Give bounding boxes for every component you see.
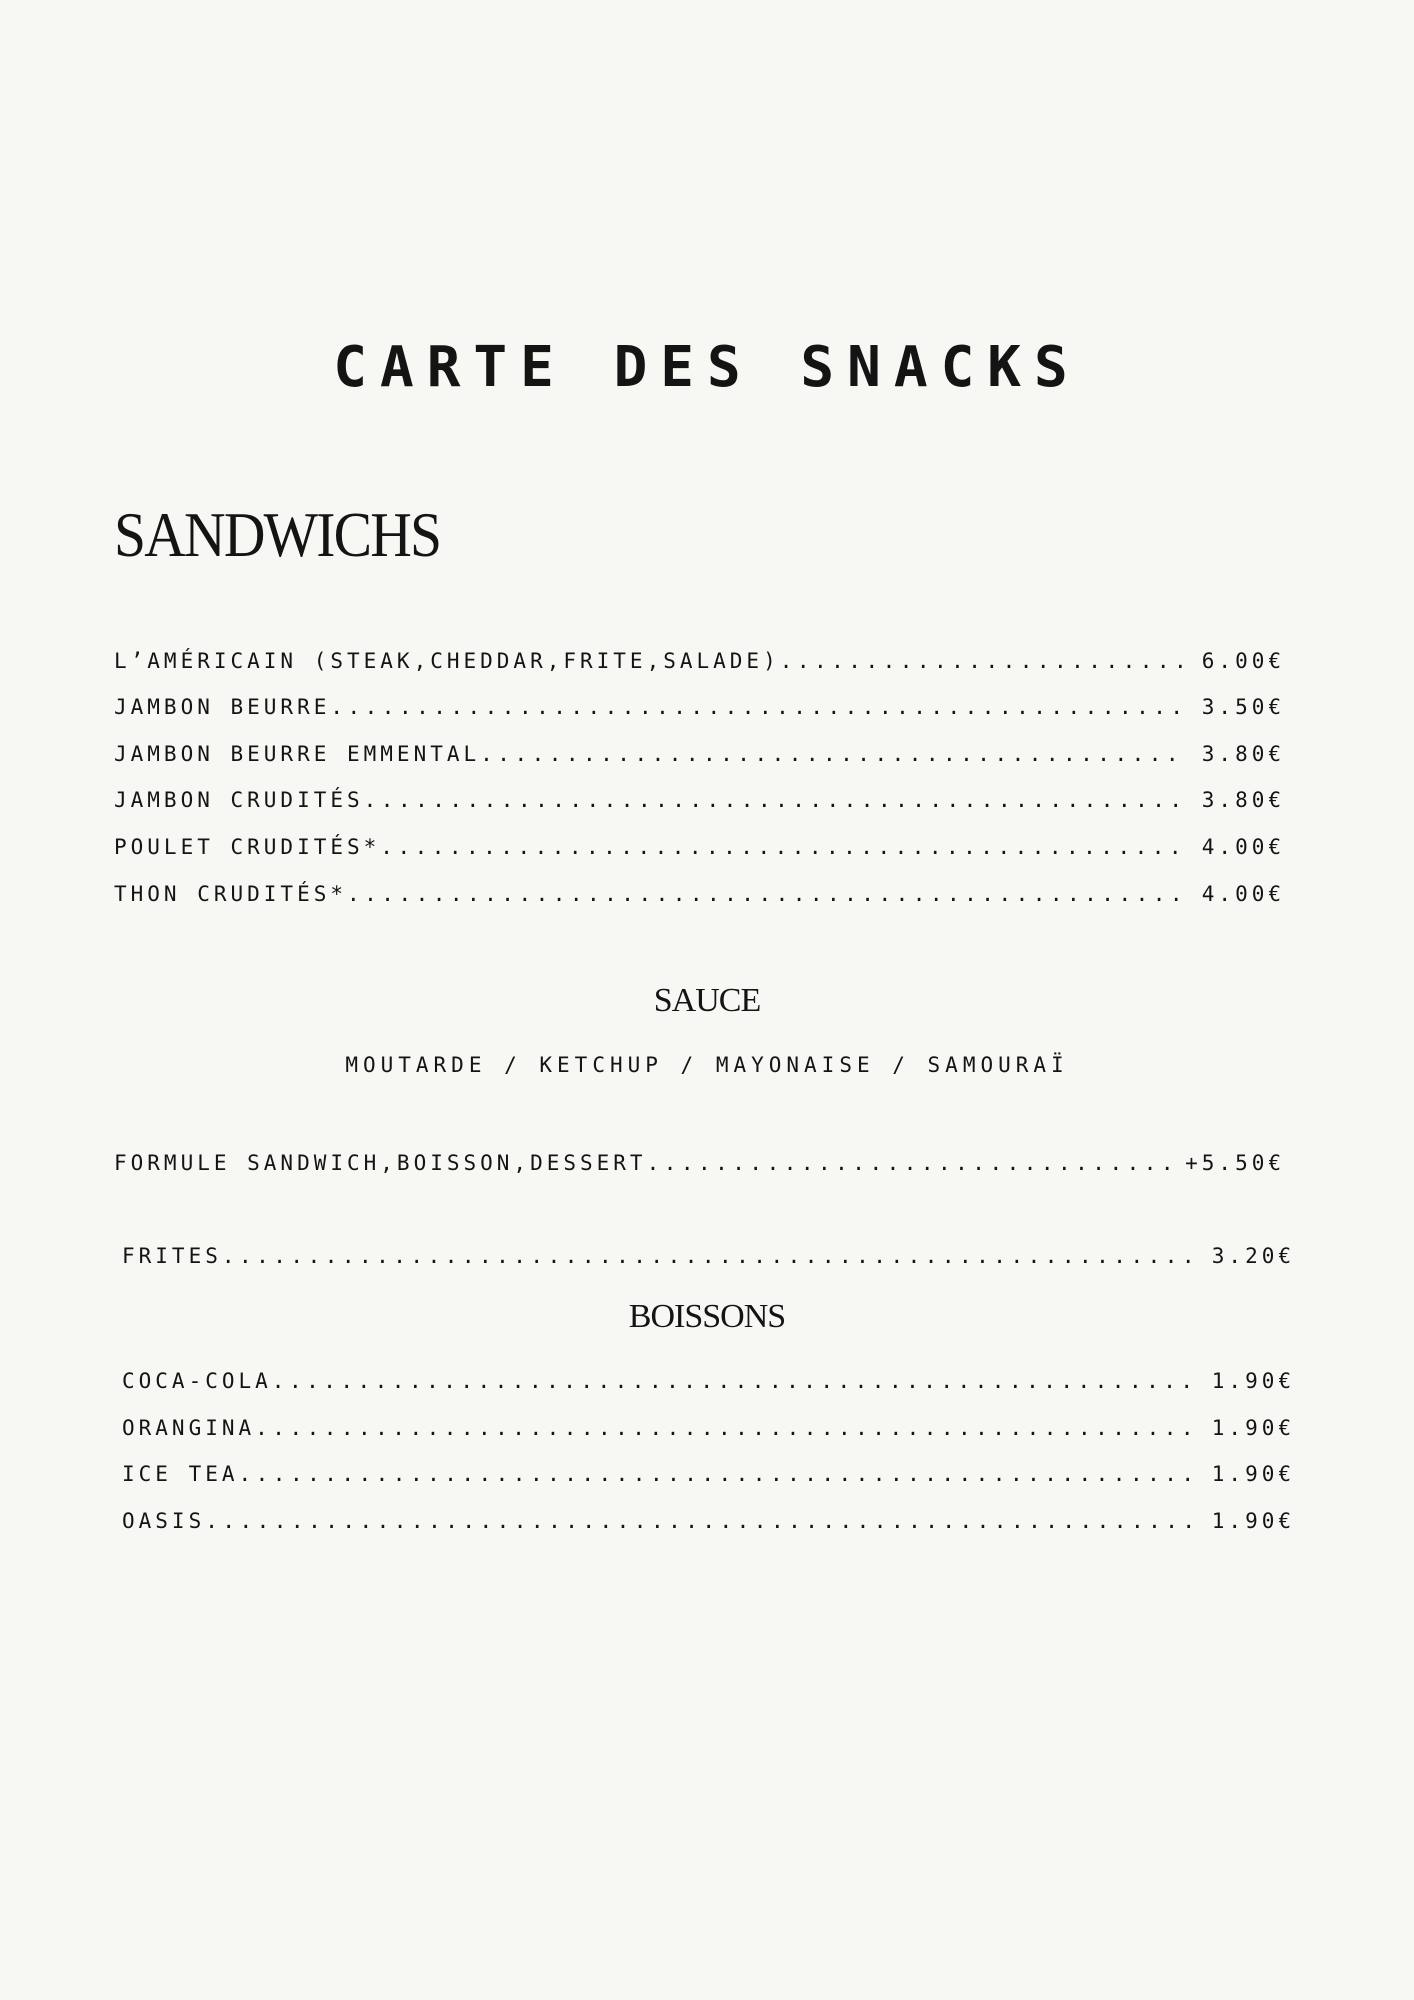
menu-item-oasis — [122, 1506, 1295, 1536]
menu-item-name: THON CRUDITÉS* — [114, 882, 348, 906]
menu-item-name: OASIS — [122, 1509, 206, 1533]
menu-item-price: 1.90€ — [1211, 1369, 1295, 1393]
menu-item-ice-tea — [122, 1459, 1295, 1489]
menu-item-name: FORMULE SANDWICH,BOISSON,DESSERT — [114, 1151, 647, 1175]
menu-item-price: 4.00€ — [1201, 882, 1285, 906]
menu-item-price: 3.80€ — [1201, 788, 1285, 812]
menu-item-price: 4.00€ — [1201, 835, 1285, 859]
menu-item-name: ICE TEA — [122, 1462, 239, 1486]
dot-leader — [239, 1459, 1198, 1489]
dot-leader — [347, 879, 1188, 909]
menu-item-formule — [114, 1148, 1285, 1178]
menu-item-frites — [122, 1241, 1295, 1271]
menu-item-name: POULET CRUDITÉS* — [114, 835, 381, 859]
sauce-heading: SAUCE — [653, 982, 761, 1019]
dot-leader — [222, 1241, 1198, 1271]
menu-item-price: 3.80€ — [1201, 742, 1285, 766]
menu-item-name: JAMBON CRUDITÉS — [114, 788, 364, 812]
menu-item-jambon-crudites — [114, 785, 1285, 815]
dot-leader — [205, 1506, 1198, 1536]
menu-item-price: 3.50€ — [1201, 695, 1285, 719]
dot-leader — [380, 832, 1187, 862]
sauce-list: MOUTARDE / KETCHUP / MAYONAISE / SAMOURAÏ — [345, 1053, 1069, 1077]
dot-leader — [255, 1413, 1198, 1443]
menu-item-price: 6.00€ — [1201, 649, 1285, 673]
menu-item-jambon-beurre — [114, 692, 1285, 722]
menu-item-name: JAMBON BEURRE — [114, 695, 331, 719]
menu-item-name: L’AMÉRICAIN (STEAK,CHEDDAR,FRITE,SALADE) — [114, 649, 780, 673]
menu-item-americain — [114, 646, 1285, 676]
menu-item-name: ORANGINA — [122, 1416, 256, 1440]
menu-item-jambon-beurre-emmental — [114, 739, 1285, 769]
dot-leader — [330, 692, 1187, 722]
menu-item-name: JAMBON BEURRE EMMENTAL — [114, 742, 481, 766]
boissons-heading: BOISSONS — [628, 1298, 786, 1335]
dot-leader — [272, 1366, 1198, 1396]
dot-leader — [780, 646, 1188, 676]
dot-leader — [480, 739, 1188, 769]
menu-item-poulet-crudites — [114, 832, 1285, 862]
menu-item-thon-crudites — [114, 879, 1285, 909]
menu-item-price: 1.90€ — [1211, 1416, 1295, 1440]
menu-item-price: 3.20€ — [1211, 1244, 1295, 1268]
sandwichs-heading: SANDWICHS — [114, 499, 441, 570]
dot-leader — [647, 1148, 1172, 1178]
page-title: CARTE DES SNACKS — [333, 335, 1081, 400]
menu-item-orangina — [122, 1413, 1295, 1443]
menu-item-name: FRITES — [122, 1244, 222, 1268]
menu-item-name: COCA-COLA — [122, 1369, 272, 1393]
dot-leader — [364, 785, 1188, 815]
menu-item-price: +5.50€ — [1185, 1151, 1285, 1175]
menu-item-price: 1.90€ — [1211, 1509, 1295, 1533]
menu-item-price: 1.90€ — [1211, 1462, 1295, 1486]
menu-item-coca-cola — [122, 1366, 1295, 1396]
